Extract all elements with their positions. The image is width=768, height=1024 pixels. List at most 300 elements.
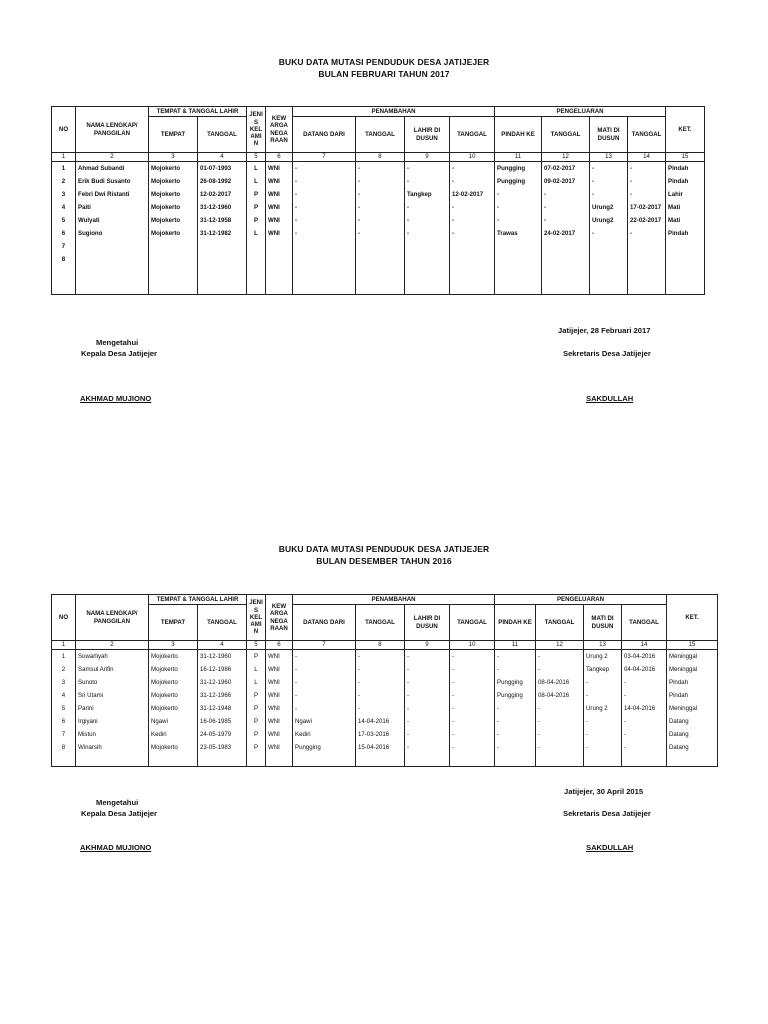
cell-tempat: Mojokerto <box>149 689 198 702</box>
table-row <box>52 201 705 214</box>
cell-tanggal-datang: 14-04-2016 <box>356 715 405 728</box>
cell-tanggal-datang: - <box>356 227 405 240</box>
table-row <box>52 663 718 676</box>
cell-kewarganegaraan: WNI <box>266 741 293 767</box>
cell-tanggal-mati: 03-04-2016 <box>622 650 667 664</box>
cell-mati-di-dusun: - <box>590 188 628 201</box>
header-kewarganegaraan: KEW ARGA NEGA RAAN <box>266 107 293 153</box>
header-jenis-kelamin: JENI S KEL AMI N <box>247 107 266 153</box>
cell-pindah-ke: Pungging <box>495 175 542 188</box>
cell-pindah-ke: - <box>495 201 542 214</box>
cell-tanggal-pindah: 07-02-2017 <box>542 162 590 176</box>
cell-tanggal-mati: - <box>628 175 666 188</box>
cell-tanggal-mati: 14-04-2016 <box>622 702 667 715</box>
table-row <box>52 253 705 295</box>
header-lahir-di-dusun: LAHIR DI DUSUN <box>405 605 450 641</box>
cell-tanggal-datang: - <box>356 201 405 214</box>
header-tempat-tanggal-lahir: TEMPAT & TANGGAL LAHIR <box>149 107 247 117</box>
sekretaris-desa-name: SAKDULLAH <box>586 394 634 403</box>
cell-tanggal-lahir-dusun: - <box>450 702 495 715</box>
cell-mati-di-dusun: - <box>584 689 622 702</box>
title-block-2 <box>0 543 768 567</box>
header-tempat: TEMPAT <box>149 117 198 153</box>
column-number: 8 <box>356 641 405 650</box>
cell-no: 8 <box>52 253 76 295</box>
column-number: 5 <box>247 153 266 162</box>
cell-keterangan: Meninggal <box>667 702 718 715</box>
cell-nama: Samsul Arifin <box>76 663 149 676</box>
kepala-desa-title: Kepala Desa Jatijejer <box>81 809 157 818</box>
table-row <box>52 702 718 715</box>
cell-jenis-kelamin: P <box>247 201 266 214</box>
cell-lahir-di-dusun: - <box>405 663 450 676</box>
cell-tanggal-mati: - <box>622 715 667 728</box>
cell-datang-dari: Pungging <box>293 741 356 767</box>
cell-jenis-kelamin: L <box>247 175 266 188</box>
cell-nama: Sunoto <box>76 676 149 689</box>
cell-tempat: Kediri <box>149 728 198 741</box>
cell-tanggal-mati: - <box>628 227 666 240</box>
cell-pindah-ke: Pungging <box>495 689 536 702</box>
cell-keterangan: Meninggal <box>667 650 718 664</box>
cell-kewarganegaraan: WNI <box>266 650 293 664</box>
cell-nama: Sri Utami <box>76 689 149 702</box>
cell-datang-dari: - <box>293 201 356 214</box>
cell-kewarganegaraan: WNI <box>266 188 293 201</box>
title-block-1 <box>0 56 768 80</box>
cell-tanggal-lahir: 31-12-1960 <box>198 201 247 214</box>
cell-no: 6 <box>52 715 76 728</box>
cell-jenis-kelamin: P <box>247 188 266 201</box>
cell-keterangan: Meninggal <box>667 663 718 676</box>
cell-kewarganegaraan: WNI <box>266 715 293 728</box>
cell-tanggal-lahir-dusun: - <box>450 227 495 240</box>
cell-tempat: Mojokerto <box>149 676 198 689</box>
cell-jenis-kelamin: P <box>247 650 266 664</box>
cell-no: 3 <box>52 188 76 201</box>
cell-jenis-kelamin: L <box>247 162 266 176</box>
cell-mati-di-dusun: - <box>590 175 628 188</box>
cell-jenis-kelamin: P <box>247 715 266 728</box>
cell-tanggal-datang: - <box>356 214 405 227</box>
header-lahir-di-dusun: LAHIR DI DUSUN <box>405 117 450 153</box>
header-keterangan: KET. <box>666 107 705 153</box>
cell-pindah-ke: - <box>495 188 542 201</box>
cell-mati-di-dusun: - <box>590 162 628 176</box>
cell-tanggal-datang: - <box>356 175 405 188</box>
table-row <box>52 175 705 188</box>
mengetahui-label: Mengetahui <box>96 798 139 807</box>
cell-pindah-ke: - <box>495 715 536 728</box>
cell-tanggal-datang: - <box>356 663 405 676</box>
cell-tanggal-lahir-dusun <box>450 253 495 295</box>
cell-tanggal-lahir-dusun: - <box>450 214 495 227</box>
cell-nama <box>76 253 149 295</box>
cell-pindah-ke: Pungging <box>495 676 536 689</box>
cell-mati-di-dusun: - <box>584 741 622 767</box>
document-title: BUKU DATA MUTASI PENDUDUK DESA JATIJEJER <box>278 57 490 67</box>
header-tanggal-pindah: TANGGAL <box>542 117 590 153</box>
cell-pindah-ke: Pungging <box>495 162 542 176</box>
cell-no: 6 <box>52 227 76 240</box>
cell-tempat <box>149 240 198 253</box>
cell-tempat: Mojokerto <box>149 188 198 201</box>
header-pengeluaran: PENGELUARAN <box>495 107 666 117</box>
cell-nama: Ahmad Subandi <box>76 162 149 176</box>
table-row <box>52 715 718 728</box>
cell-keterangan: Lahir <box>666 188 705 201</box>
column-number: 8 <box>356 153 405 162</box>
cell-tempat: Mojokerto <box>149 702 198 715</box>
cell-keterangan: Pindah <box>666 175 705 188</box>
header-jenis-kelamin: JENI S KEL AMI N <box>247 595 266 641</box>
cell-tanggal-datang: 17-03-2016 <box>356 728 405 741</box>
cell-datang-dari: - <box>293 650 356 664</box>
column-number: 13 <box>584 641 622 650</box>
kepala-desa-name: AKHMAD MUJIONO <box>80 394 152 403</box>
cell-tanggal-lahir: 16-12-1986 <box>198 663 247 676</box>
cell-datang-dari: - <box>293 663 356 676</box>
cell-datang-dari: - <box>293 175 356 188</box>
table-row <box>52 676 718 689</box>
document-period: BULAN DESEMBER TAHUN 2016 <box>316 556 452 566</box>
cell-tanggal-lahir-dusun: - <box>450 715 495 728</box>
cell-no: 5 <box>52 214 76 227</box>
header-tanggal-lahir-dusun: TANGGAL <box>450 605 495 641</box>
cell-tanggal-pindah: - <box>542 214 590 227</box>
cell-keterangan: Pindah <box>667 689 718 702</box>
cell-jenis-kelamin: P <box>247 702 266 715</box>
cell-pindah-ke: - <box>495 728 536 741</box>
column-number: 12 <box>542 153 590 162</box>
cell-nama: Febri Dwi Ristanti <box>76 188 149 201</box>
cell-lahir-di-dusun: - <box>405 676 450 689</box>
cell-no: 1 <box>52 162 76 176</box>
column-number: 1 <box>52 641 76 650</box>
cell-tanggal-lahir-dusun: - <box>450 663 495 676</box>
cell-lahir-di-dusun: Tangkep <box>405 188 450 201</box>
cell-no: 7 <box>52 728 76 741</box>
cell-jenis-kelamin <box>247 240 266 253</box>
table-row <box>52 689 718 702</box>
cell-jenis-kelamin: P <box>247 728 266 741</box>
header-mati-di-dusun: MATI DI DUSUN <box>590 117 628 153</box>
column-number: 3 <box>149 153 198 162</box>
cell-nama: Winarsih <box>76 741 149 767</box>
header-tempat: TEMPAT <box>149 605 198 641</box>
cell-tanggal-mati: - <box>622 689 667 702</box>
cell-pindah-ke: - <box>495 650 536 664</box>
column-number: 9 <box>405 153 450 162</box>
sekretaris-desa-title: Sekretaris Desa Jatijejer <box>563 809 651 818</box>
cell-no: 7 <box>52 240 76 253</box>
cell-keterangan: Pindah <box>666 227 705 240</box>
header-mati-di-dusun: MATI DI DUSUN <box>584 605 622 641</box>
column-number: 3 <box>149 641 198 650</box>
column-number: 2 <box>76 153 149 162</box>
column-number-row <box>52 153 705 162</box>
cell-no: 3 <box>52 676 76 689</box>
cell-tanggal-pindah: - <box>536 741 584 767</box>
column-number: 7 <box>293 153 356 162</box>
cell-nama <box>76 240 149 253</box>
table-body <box>52 153 705 295</box>
cell-no: 1 <box>52 650 76 664</box>
header-penambahan: PENAMBAHAN <box>293 595 495 605</box>
cell-no: 2 <box>52 175 76 188</box>
cell-no: 8 <box>52 741 76 767</box>
cell-tanggal-pindah: - <box>542 201 590 214</box>
cell-kewarganegaraan: WNI <box>266 162 293 176</box>
cell-tanggal-datang: - <box>356 676 405 689</box>
cell-tanggal-datang: - <box>356 702 405 715</box>
cell-lahir-di-dusun <box>405 240 450 253</box>
cell-pindah-ke <box>495 240 542 253</box>
cell-nama: Sugiono <box>76 227 149 240</box>
place-date: Jatijejer, 30 April 2015 <box>564 787 644 796</box>
cell-tanggal-datang: - <box>356 162 405 176</box>
cell-keterangan: Datang <box>667 715 718 728</box>
cell-keterangan: Pindah <box>667 676 718 689</box>
cell-tanggal-lahir: 31-12-1966 <box>198 689 247 702</box>
header-kewarganegaraan: KEW ARGA NEGA RAAN <box>266 595 293 641</box>
cell-mati-di-dusun <box>590 253 628 295</box>
column-number: 12 <box>536 641 584 650</box>
header-datang-dari: DATANG DARI <box>293 605 356 641</box>
place-date: Jatijejer, 28 Februari 2017 <box>558 326 651 335</box>
cell-pindah-ke: - <box>495 214 542 227</box>
cell-lahir-di-dusun: - <box>405 201 450 214</box>
cell-pindah-ke: Trawas <box>495 227 542 240</box>
cell-tanggal-lahir-dusun: - <box>450 741 495 767</box>
header-tanggal: TANGGAL <box>198 605 247 641</box>
column-number: 10 <box>450 641 495 650</box>
cell-no: 4 <box>52 689 76 702</box>
cell-mati-di-dusun: Urung2 <box>590 201 628 214</box>
header-no: NO <box>52 595 76 641</box>
cell-tanggal-pindah <box>542 240 590 253</box>
cell-nama: Mistun <box>76 728 149 741</box>
cell-tanggal-mati <box>628 240 666 253</box>
cell-nama: Erik Budi Susanto <box>76 175 149 188</box>
header-nama: NAMA LENGKAP/ PANGGILAN <box>76 107 149 153</box>
cell-tanggal-lahir: 31-12-1982 <box>198 227 247 240</box>
cell-tanggal-pindah: - <box>536 715 584 728</box>
cell-mati-di-dusun: Urung2 <box>590 214 628 227</box>
column-number-row <box>52 641 718 650</box>
cell-jenis-kelamin: L <box>247 227 266 240</box>
cell-lahir-di-dusun: - <box>405 175 450 188</box>
column-number: 4 <box>198 641 247 650</box>
cell-no: 2 <box>52 663 76 676</box>
cell-keterangan: Mati <box>666 201 705 214</box>
cell-tanggal-lahir-dusun <box>450 240 495 253</box>
mutation-table-february-2017 <box>51 106 705 295</box>
cell-kewarganegaraan <box>266 240 293 253</box>
header-tanggal-pindah: TANGGAL <box>536 605 584 641</box>
cell-lahir-di-dusun: - <box>405 715 450 728</box>
cell-tanggal-pindah: - <box>536 702 584 715</box>
cell-kewarganegaraan: WNI <box>266 702 293 715</box>
cell-kewarganegaraan: WNI <box>266 227 293 240</box>
cell-nama: Parini <box>76 702 149 715</box>
cell-pindah-ke: - <box>495 741 536 767</box>
header-tanggal: TANGGAL <box>198 117 247 153</box>
column-number: 1 <box>52 153 76 162</box>
cell-kewarganegaraan: WNI <box>266 175 293 188</box>
cell-no: 4 <box>52 201 76 214</box>
cell-lahir-di-dusun: - <box>405 227 450 240</box>
table-row <box>52 650 718 664</box>
cell-tanggal-datang: - <box>356 188 405 201</box>
cell-jenis-kelamin: P <box>247 214 266 227</box>
table-row <box>52 227 705 240</box>
table-row <box>52 240 705 253</box>
cell-tanggal-lahir-dusun: - <box>450 689 495 702</box>
cell-tanggal-lahir: 23-05-1983 <box>198 741 247 767</box>
header-no: NO <box>52 107 76 153</box>
header-nama: NAMA LENGKAP/ PANGGILAN <box>76 595 149 641</box>
cell-tanggal-pindah: 08-04-2016 <box>536 676 584 689</box>
cell-keterangan <box>666 253 705 295</box>
cell-tempat: Mojokerto <box>149 227 198 240</box>
header-tanggal-datang: TANGGAL <box>356 605 405 641</box>
cell-tanggal-pindah: 24-02-2017 <box>542 227 590 240</box>
cell-tempat: Mojokerto <box>149 741 198 767</box>
cell-jenis-kelamin: L <box>247 676 266 689</box>
cell-datang-dari: Ngawi <box>293 715 356 728</box>
cell-tanggal-lahir-dusun: - <box>450 201 495 214</box>
cell-nama: Wulyati <box>76 214 149 227</box>
cell-datang-dari: - <box>293 689 356 702</box>
cell-tanggal-mati: - <box>622 741 667 767</box>
cell-tempat: Mojokerto <box>149 175 198 188</box>
cell-keterangan <box>666 240 705 253</box>
cell-tanggal-pindah: 09-02-2017 <box>542 175 590 188</box>
cell-lahir-di-dusun: - <box>405 214 450 227</box>
document-period: BULAN FEBRUARI TAHUN 2017 <box>318 69 450 79</box>
cell-keterangan: Mati <box>666 214 705 227</box>
cell-tempat: Mojokerto <box>149 650 198 664</box>
cell-tanggal-datang: 15-04-2016 <box>356 741 405 767</box>
cell-datang-dari <box>293 240 356 253</box>
cell-no: 5 <box>52 702 76 715</box>
cell-tanggal-datang: - <box>356 689 405 702</box>
cell-mati-di-dusun: Urung 2 <box>584 650 622 664</box>
header-keterangan: KET. <box>667 595 718 641</box>
cell-kewarganegaraan: WNI <box>266 201 293 214</box>
header-tempat-tanggal-lahir: TEMPAT & TANGGAL LAHIR <box>149 595 247 605</box>
cell-datang-dari <box>293 253 356 295</box>
cell-tanggal-datang <box>356 253 405 295</box>
cell-tanggal-mati: 04-04-2016 <box>622 663 667 676</box>
cell-mati-di-dusun: Tangkep <box>584 663 622 676</box>
column-number: 9 <box>405 641 450 650</box>
cell-tanggal-lahir: 31-12-1960 <box>198 650 247 664</box>
cell-kewarganegaraan: WNI <box>266 689 293 702</box>
column-number: 11 <box>495 153 542 162</box>
header-tanggal-mati: TANGGAL <box>628 117 666 153</box>
cell-kewarganegaraan: WNI <box>266 663 293 676</box>
cell-lahir-di-dusun: - <box>405 728 450 741</box>
table-row <box>52 214 705 227</box>
cell-tanggal-lahir <box>198 253 247 295</box>
cell-nama: Paiti <box>76 201 149 214</box>
cell-nama: Suwarliyah <box>76 650 149 664</box>
cell-datang-dari: - <box>293 214 356 227</box>
cell-tanggal-lahir-dusun: 12-02-2017 <box>450 188 495 201</box>
cell-tanggal-pindah: 08-04-2016 <box>536 689 584 702</box>
sekretaris-desa-title: Sekretaris Desa Jatijejer <box>563 349 651 358</box>
header-tanggal-lahir-dusun: TANGGAL <box>450 117 495 153</box>
table-row <box>52 741 718 767</box>
cell-keterangan: Pindah <box>666 162 705 176</box>
header-tanggal-datang: TANGGAL <box>356 117 405 153</box>
cell-lahir-di-dusun <box>405 253 450 295</box>
header-pindah-ke: PINDAH KE <box>495 117 542 153</box>
sekretaris-desa-name: SAKDULLAH <box>586 843 634 852</box>
column-number: 7 <box>293 641 356 650</box>
cell-tempat: Ngawi <box>149 715 198 728</box>
document-title: BUKU DATA MUTASI PENDUDUK DESA JATIJEJER <box>278 544 490 554</box>
cell-tanggal-pindah: - <box>536 728 584 741</box>
cell-lahir-di-dusun: - <box>405 702 450 715</box>
cell-tanggal-lahir: 16-06-1985 <box>198 715 247 728</box>
cell-datang-dari: - <box>293 676 356 689</box>
cell-datang-dari: Kediri <box>293 728 356 741</box>
cell-tempat: Mojokerto <box>149 162 198 176</box>
cell-tanggal-datang: - <box>356 650 405 664</box>
cell-tanggal-mati: - <box>622 728 667 741</box>
cell-tanggal-pindah: - <box>536 663 584 676</box>
cell-tanggal-lahir-dusun: - <box>450 162 495 176</box>
cell-tanggal-lahir-dusun: - <box>450 728 495 741</box>
cell-kewarganegaraan: WNI <box>266 676 293 689</box>
cell-tempat: Mojokerto <box>149 201 198 214</box>
cell-mati-di-dusun: - <box>584 728 622 741</box>
cell-datang-dari: - <box>293 188 356 201</box>
cell-lahir-di-dusun: - <box>405 650 450 664</box>
column-number: 4 <box>198 153 247 162</box>
cell-mati-di-dusun: Urung 2 <box>584 702 622 715</box>
cell-mati-di-dusun <box>590 240 628 253</box>
cell-pindah-ke <box>495 253 542 295</box>
cell-tanggal-mati: 22-02-2017 <box>628 214 666 227</box>
cell-tempat: Mojokerto <box>149 214 198 227</box>
cell-kewarganegaraan: WNI <box>266 728 293 741</box>
cell-tanggal-lahir: 31-12-1958 <box>198 214 247 227</box>
kepala-desa-name: AKHMAD MUJIONO <box>80 843 152 852</box>
cell-tanggal-lahir: 31-12-1960 <box>198 676 247 689</box>
cell-tanggal-mati: - <box>628 188 666 201</box>
column-number: 14 <box>622 641 667 650</box>
cell-mati-di-dusun: - <box>584 715 622 728</box>
cell-keterangan: Datang <box>667 741 718 767</box>
column-number: 15 <box>667 641 718 650</box>
column-number: 13 <box>590 153 628 162</box>
cell-tempat <box>149 253 198 295</box>
column-number: 6 <box>266 153 293 162</box>
column-number: 10 <box>450 153 495 162</box>
cell-tanggal-pindah <box>542 253 590 295</box>
header-tanggal-mati: TANGGAL <box>622 605 667 641</box>
cell-jenis-kelamin: P <box>247 741 266 767</box>
table-row <box>52 728 718 741</box>
cell-nama: Irgiyani <box>76 715 149 728</box>
cell-tanggal-mati <box>628 253 666 295</box>
cell-mati-di-dusun: - <box>584 676 622 689</box>
cell-lahir-di-dusun: - <box>405 689 450 702</box>
